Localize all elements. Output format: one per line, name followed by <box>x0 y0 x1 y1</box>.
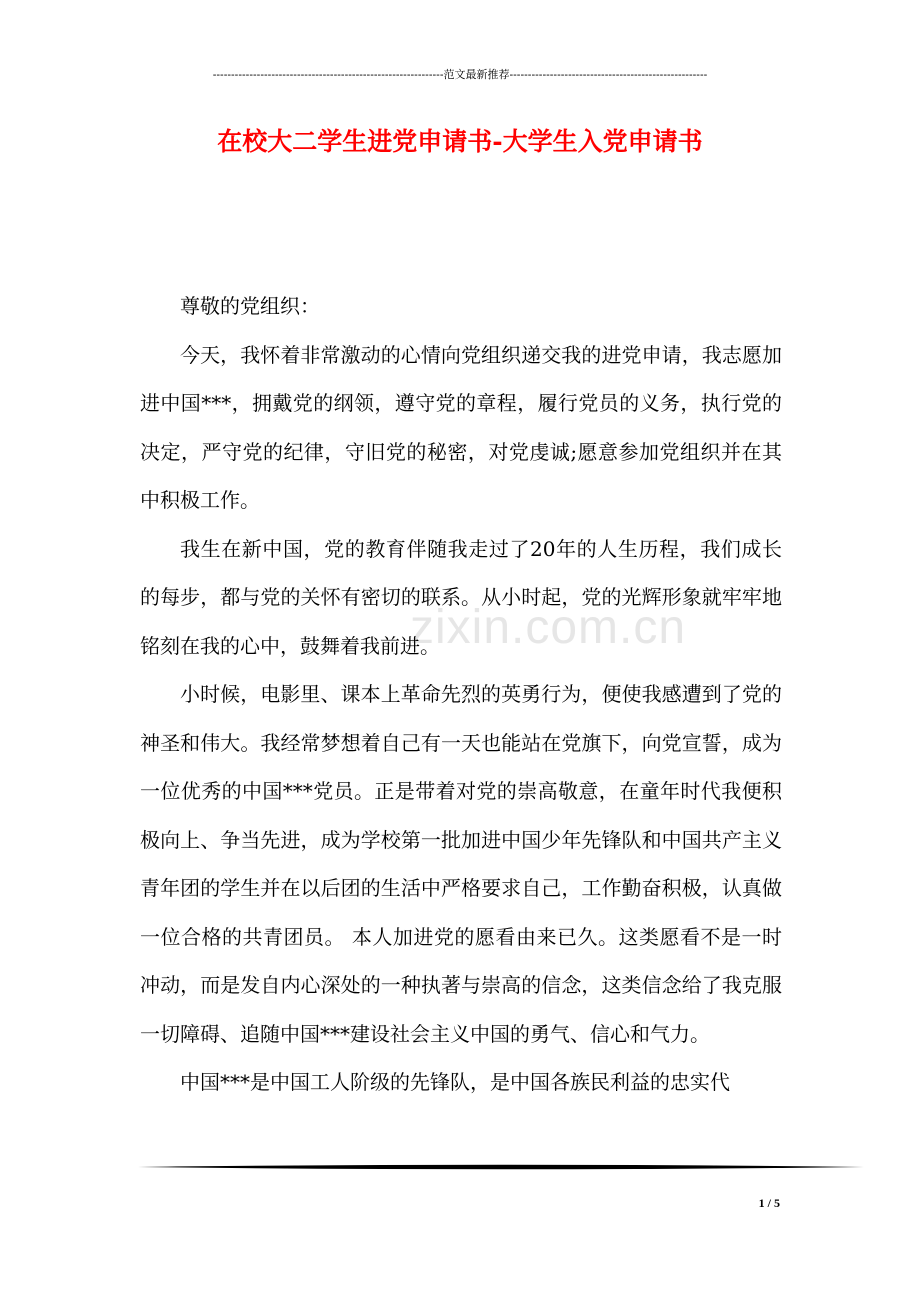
salutation-paragraph: 尊敬的党组织： <box>180 294 320 318</box>
document-body <box>140 282 782 1107</box>
footer-rule <box>138 1163 864 1171</box>
header-dashed-line: ---------------------------------------------------------------范文最新推荐------------------------------------------------------ <box>212 69 708 81</box>
document-title: 在校大二学生进党申请书-大学生入党申请书 <box>217 127 703 156</box>
body-paragraph: 小时候，电影里、课本上革命先烈的英勇行为，便使我感遭到了党的神圣和伟大。我经常梦想着自己有一天也能站在党旗下，向党宣誓，成为一位优秀的中国***党员。正是带着对党的崇高敬意，在童年时代我便积极向上、争当先进，成为学校第一批加进中国少年先锋队和中国共产主义青年团的学生并在以后团的生活中严格要求自己，工作勤奋积极，认真做一位合格的共青团员。 本人加进党的愿看由来已久。这类愿看不是一时冲动，而是发自内心深处的一种执著与崇高的信念，这类信念给了我克服一切障碍、追随中国***建设社会主义中国的勇气、信心和气力。 <box>140 682 782 1046</box>
watermark-text: zixin.com.cn <box>410 601 687 654</box>
body-paragraph: 今天，我怀着非常激动的心情向党组织递交我的进党申请，我志愿加进中国***，拥戴党的纲领，遵守党的章程，履行党员的义务，执行党的决定，严守党的纪律，守旧党的秘密，对党虔诚;愿意参加党组织并在其中积极工作。 <box>140 342 782 512</box>
page-number: 1 / 5 <box>758 1196 780 1210</box>
body-paragraph: 中国***是中国工人阶级的先锋队，是中国各族民利益的忠实代 <box>180 1070 730 1094</box>
body-paragraph: 我生在新中国，党的教育伴随我走过了20年的人生历程，我们成长的每步，都与党的关怀有密切的联系。从小时起，党的光辉形象就牢牢地铭刻在我的心中，鼓舞着我前进。 <box>140 536 782 658</box>
